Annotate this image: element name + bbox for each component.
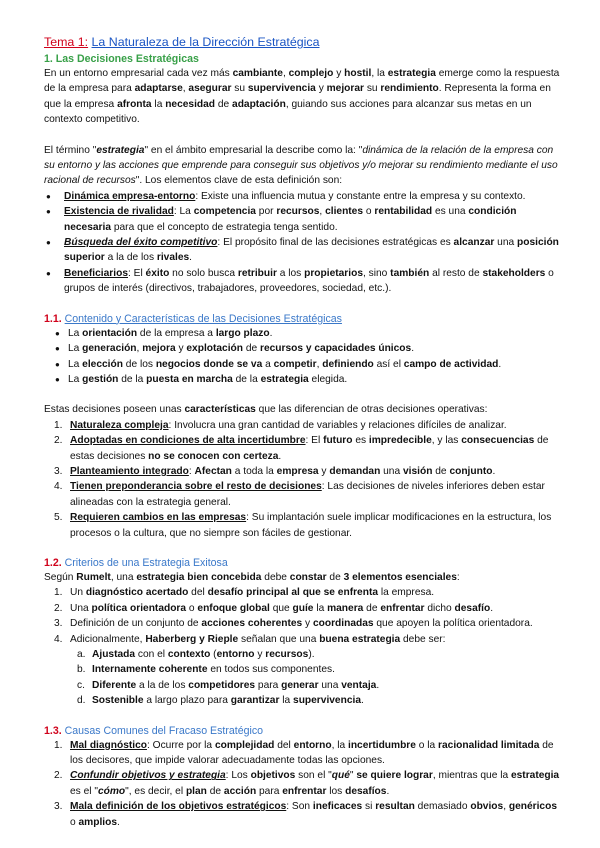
list-item: 5. Requieren cambios en las empresas: Su implantación suele implicar modificaciones en la estructura, los procesos o la cultura, que no siempre son fáciles de gestionar. xyxy=(54,512,552,539)
section-1-paragraph-1: En un entorno empresarial cada vez más cambiante, complejo y hostil, la estrategia emerge como la respuesta de la empresa para adaptarse, asegurar su supervivencia y mejorar su rendimiento. Representa la forma en que la empresa afronta la necesidad de adaptación, guiando sus acciones para alcanzar sus metas en un contexto competitivo. xyxy=(44,68,560,126)
list-item: ● Existencia de rivalidad: La competencia por recursos, clientes o rentabilidad es una condición necesaria para que el concepto de estrategia tenga sentido. xyxy=(44,204,564,235)
list-item: a. Ajustada con el contexto (entorno y recursos). xyxy=(77,649,315,660)
list-item: d. Sostenible a largo plazo para garantizar la supervivencia. xyxy=(77,695,364,707)
section-1-heading: 1. Las Decisiones Estratégicas xyxy=(44,53,199,65)
list-item: b. Internamente coherente en todos sus componentes. xyxy=(77,664,335,676)
document-page xyxy=(44,34,564,830)
section-1-2-heading: 1.2. Criterios de una Estrategia Exitosa xyxy=(44,556,228,569)
list-item: 2. Adoptadas en condiciones de alta incertidumbre: El futuro es impredecible, y las consecuencias de estas decisiones no se conocen con certeza. xyxy=(54,435,549,462)
section-1-2-sub-list xyxy=(44,647,564,709)
list-item: 1. Naturaleza compleja: Involucra una gran cantidad de variables y relaciones difíciles de analizar. xyxy=(54,419,507,431)
section-1-3-numbered-list xyxy=(44,738,564,830)
list-item: 4. Tienen preponderancia sobre el resto de decisiones: Las decisiones de niveles inferiores deben estar alineadas con la estrategia general. xyxy=(54,481,545,508)
list-item: ● La generación, mejora y explotación de recursos y capacidades únicos. xyxy=(44,341,564,356)
list-item: 3. Planteamiento integrado: Afectan a toda la empresa y demandan una visión de conjunto. xyxy=(54,465,496,477)
list-item: 3. Mala definición de los objetivos estratégicos: Son ineficaces si resultan demasiado obvios, genéricos o amplios. xyxy=(54,801,557,828)
section-1-1-bullet-list xyxy=(44,326,564,388)
section-1-paragraph-2: El término "estrategia" en el ámbito empresarial la describe como la: "dinámica de la relación de la empresa con su entorno y las acciones que emprende para conseguir sus objetivos y/o mejorar su rendimiento mediante el uso racional de recursos". Los elementos clave de esta definición son: xyxy=(44,144,558,187)
list-item: ● Dinámica empresa-entorno: Existe una influencia mutua y constante entre la empresa y su contexto. xyxy=(44,189,564,204)
list-item: ● Búsqueda del éxito competitivo: El propósito final de las decisiones estratégicas es alcanzar una posición superior a la de los rivales. xyxy=(44,235,564,266)
section-1-2-numbered-list xyxy=(44,585,564,647)
section-1-1-numbered-list xyxy=(44,418,564,541)
list-item: 3. Definición de un conjunto de acciones coherentes y coordinadas que apoyen la política orientadora. xyxy=(54,618,533,630)
list-item: ● Beneficiarios: El éxito no solo busca retribuir a los propietarios, sino también al resto de stakeholders o grupos de interés (directivos, trabajadores, proveedores, sociedad, etc.). xyxy=(44,266,564,297)
page-title: Tema 1: La Naturaleza de la Dirección Estratégica xyxy=(44,35,320,49)
section-1-bullet-list xyxy=(44,189,564,297)
section-1-1-intro: Estas decisiones poseen unas características que las diferencian de otras decisiones operativas: xyxy=(44,404,488,416)
list-item: ● La elección de los negocios donde se va a competir, definiendo así el campo de actividad. xyxy=(44,357,564,372)
list-item: ● La gestión de la puesta en marcha de la estrategia elegida. xyxy=(44,372,564,387)
section-1-3-heading: 1.3. Causas Comunes del Fracaso Estratégico xyxy=(44,724,264,737)
list-item: 4. Adicionalmente, Haberberg y Rieple señalan que una buena estrategia debe ser: xyxy=(54,633,446,645)
section-1-1-heading: 1.1. Contenido y Características de las Decisiones Estratégicas xyxy=(44,312,342,325)
list-item: 1. Mal diagnóstico: Ocurre por la complejidad del entorno, la incertidumbre o la racionalidad limitada de los decisores, que impide valorar adecuadamente todas las opciones. xyxy=(54,739,554,767)
list-item: 2. Una política orientadora o enfoque global que guíe la manera de enfrentar dicho desafío. xyxy=(54,602,494,614)
list-item: 2. Confundir objetivos y estrategia: Los objetivos son el "qué" se quiere lograr, mientras que la estrategia es el "cómo", es decir, el plan de acción para enfrentar los desafíos. xyxy=(54,770,560,797)
list-item: 1. Un diagnóstico acertado del desafío principal al que se enfrenta la empresa. xyxy=(54,587,435,599)
section-1-2-intro: Según Rumelt, una estrategia bien concebida debe constar de 3 elementos esenciales: xyxy=(44,571,460,583)
list-item: ● La orientación de la empresa a largo plazo. xyxy=(44,326,564,341)
list-item: c. Diferente a la de los competidores para generar una ventaja. xyxy=(77,679,380,691)
